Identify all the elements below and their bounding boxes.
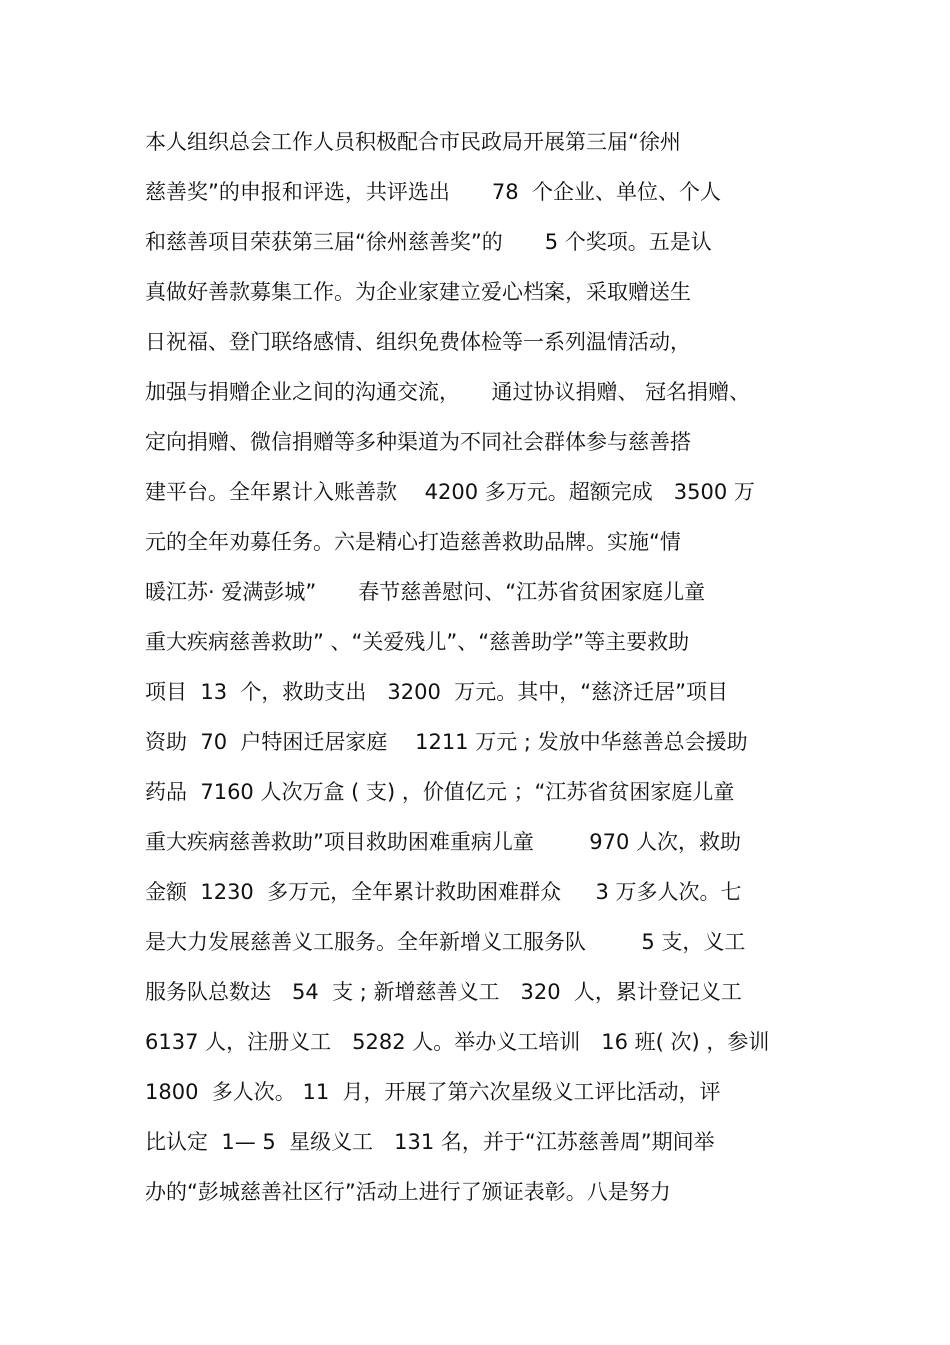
text-line: 资助 70 户特困迁居家庭 1211 万元 ; 发放中华慈善总会援助	[145, 730, 748, 754]
text-line: 重大疾病慈善救助” 、“关爱残儿”、“慈善助学”等主要救助	[145, 630, 690, 654]
text-line: 办的“彭城慈善社区行”活动上进行了颁证表彰。八是努力	[145, 1180, 671, 1204]
text-line: 真做好善款募集工作。为企业家建立爱心档案，采取赠送生	[145, 280, 691, 304]
text-line: 加强与捐赠企业之间的沟通交流， 通过协议捐赠、 冠名捐赠、	[145, 380, 751, 404]
text-line: 服务队总数达 54 支 ; 新增慈善义工 320 人，累计登记义工	[145, 980, 742, 1004]
text-line: 比认定 1— 5 星级义工 131 名，并于“江苏慈善周”期间举	[145, 1130, 715, 1154]
text-line: 暖江苏· 爱满彭城” 春节慈善慰问、“江苏省贫困家庭儿童	[145, 580, 706, 604]
text-line: 6137 人，注册义工 5282 人。举办义工培训 16 班( 次) ，参训	[145, 1030, 770, 1054]
text-line: 药品 7160 人次万盒 ( 支) ，价值亿元 ；“江苏省贫困家庭儿童	[145, 780, 735, 804]
text-line: 日祝福、登门联络感情、组织免费体检等一系列温情活动，	[145, 330, 691, 354]
text-line: 和慈善项目荣获第三届“徐州慈善奖”的 5 个奖项。五是认	[145, 230, 712, 254]
text-line: 本人组织总会工作人员积极配合市民政局开展第三届“徐州	[145, 130, 681, 154]
text-line: 元的全年劝募任务。六是精心打造慈善救助品牌。实施“情	[145, 530, 681, 554]
body-text	[145, 122, 825, 1222]
text-line: 定向捐赠、微信捐赠等多种渠道为不同社会群体参与慈善搭	[145, 430, 691, 454]
text-line: 金额 1230 多万元，全年累计救助困难群众 3 万多人次。七	[145, 880, 742, 904]
text-line: 建平台。全年累计入账善款 4200 多万元。超额完成 3500 万	[145, 480, 755, 504]
text-line: 重大疾病慈善救助”项目救助困难重病儿童 970 人次，救助	[145, 830, 741, 854]
text-line: 项目 13 个，救助支出 3200 万元。其中，“慈济迁居”项目	[145, 680, 728, 704]
text-line: 是大力发展慈善义工服务。全年新增义工服务队 5 支，义工	[145, 930, 746, 954]
text-line: 慈善奖”的申报和评选，共评选出 78 个企业、单位、个人	[145, 180, 721, 204]
text-line: 1800 多人次。 11 月，开展了第六次星级义工评比活动，评	[145, 1080, 721, 1104]
